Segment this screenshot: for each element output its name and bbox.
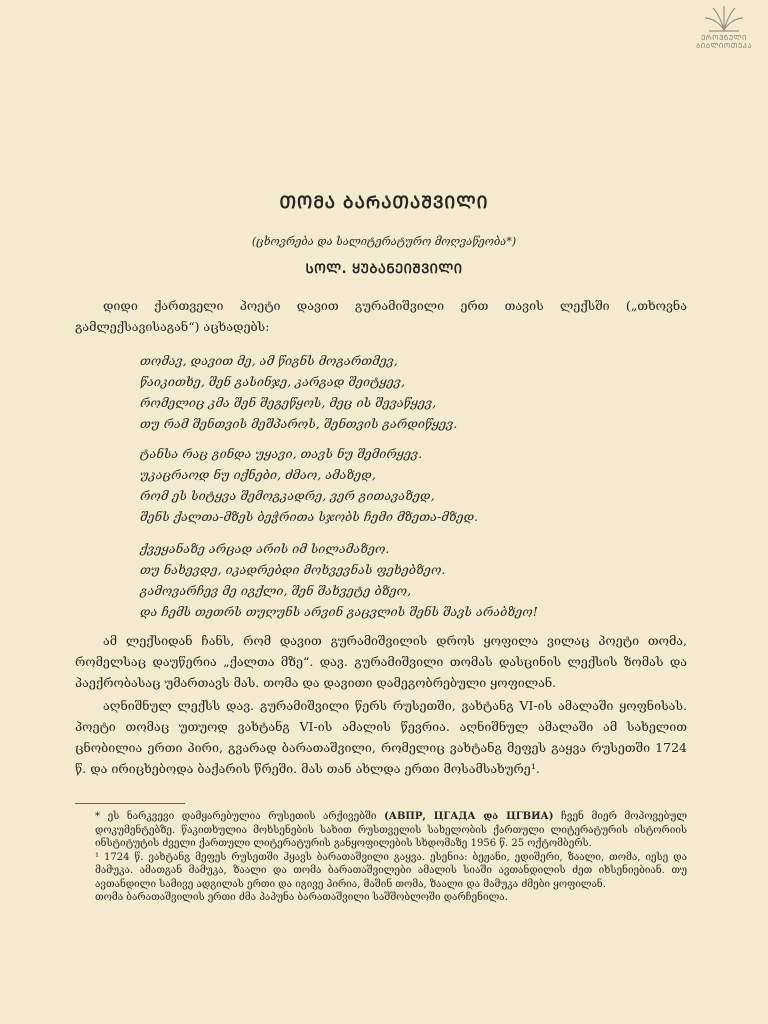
article-title: ᲗᲝᲛᲐ ᲑᲐᲠᲐᲗᲐᲨᲕᲘᲚᲘ [279, 193, 489, 213]
footnote-1: ¹ 1724 წ. ვახტანგ მეფეს რუსეთში ჰყავს ბარათაშვილი გაყვა. ესენია: ბეჟანი, ედიშერი, ზაალი, თომა, იესე და მამუკა. ამათგან მამუკა, ზაალი და თომა ბარათაშვილები ამალის სიაში ავთანდილის ძეთ იხსენიებიან. თუ ავთანდილი სამივე ადგილას ერთი და იგივე პირია, მაშინ თომა, ზაალი და მამუკა ძმები ყოფილან. [95, 851, 687, 890]
footnote-star-text-b: ჩვენ მიერ მოპოვებულ დოკუმენტებზე. წაკითხულია მოხსენების სახით რუსთველის სახელობის ქართული ლიტერატურის ისტორიის ინსტიტუტის ძველი ქართული ლიტერატურის განყოფილების სხდომაზე 1956 წ. 25 ოქტომბერს. [95, 811, 687, 849]
poem-line: რომელიც კმა შენ შეგეწყოს, მეც ის შევაწყევ, [140, 395, 437, 410]
poem-stanza-2 [140, 443, 700, 527]
poem-line: უკაცრაოდ ნუ იქნები, ძმაო, ამაზედ, [140, 467, 376, 482]
poem-line: ქვეყანაზე არცად არის იმ სილამაზეო. [140, 541, 390, 556]
library-logo [684, 4, 764, 60]
archive-abbreviations: (АВПР, ЦГАДА და ЦГВИА) [384, 811, 554, 822]
article-subtitle: (ცხოვრება და სალიტერატურო მოღვაწეობა*) [251, 235, 517, 248]
footnote-star-text-a: * ეს ნარკვევი დამყარებულია რუსეთის არქივებში [95, 811, 377, 822]
poem-line: თომავ, დავით მე, ამ წიგნს მოგართმევ, [140, 353, 398, 368]
intro-paragraph [75, 295, 687, 337]
poem-line: ტანსა რაც გინდა უყავი, თავს ნუ შემირყევ. [140, 446, 423, 461]
poem-line: და ჩემს თეთრს თუღუნს არვინ გაცვლის შენს შავს არაბზეო! [140, 604, 538, 619]
poem-line: შენს ქალთა-მზეს ბეჭრითა სჯობს ჩემი მზეთა-მზედ. [140, 509, 479, 524]
body-paragraph-2 [75, 630, 687, 693]
footnote-2: თომა ბარათაშვილის ერთი ძმა პაპუნა ბარათაშვილი საშშობლოში დარჩენილა. [95, 892, 508, 903]
logo-line-1: ᲔᲠᲝᲕᲜᲣᲚᲘ [701, 34, 747, 42]
body-paragraph-3 [75, 695, 687, 779]
poem-line: წაიკითხე, შენ გასინჯე, კარგად შეიტყევ, [140, 374, 405, 389]
book-leaf-icon [701, 4, 747, 34]
paragraph-text: ამ ლექსიდან ჩანს, რომ დავით გურამიშვილის დროს ყოფილა ვილაც პოეტი თომა, რომელსაც დაუწერია „ქალთა მზე“. დავ. გურამიშვილი თომას დასცინის ლექსის ზომას და პაექრობასაც უმართავს მას. თომა და დავითი დამეგობრებული ყოფილან. [75, 633, 687, 690]
poem-line: რომ ეს სიტყვა შემოგკადრე, ვერ გითავაზედ, [140, 488, 435, 503]
logo-line-2: ᲑᲘᲑᲚᲘᲝᲗᲔᲙᲐ [695, 42, 753, 50]
poem-line: გამოვარჩევ მე იგქლი, შენ შახვეტე ბზეო, [140, 583, 412, 598]
article-author: ᲡᲝᲚ. ᲧᲣᲑᲐᲜᲔᲘᲨᲕᲘᲚᲘ [305, 262, 463, 277]
poem-stanza-3 [140, 538, 700, 622]
footnotes [75, 810, 687, 905]
footnote-divider [75, 803, 185, 804]
footnote-star [75, 810, 687, 851]
paragraph-text: აღნიშნულ ლექსს დავ. გურამიშვილი წერს რუსეთში, ვახტანგ VI-ის ამალაში ყოფნისას. პოეტი თომაც უთუოდ ვახტანგ VI-ის ამალის წევრია. აღნიშნულ ამალაში ამ სახელით ცნობილია ერთი პირი, გვარად ბარათაშვილი, რომელიც ვახტანგ მეფეს გაყვა რუსეთში 1724 წ. და ირიცხებოდა ბაქარის წრეში. მას თან ახლდა ერთი მოსამსახურე¹. [75, 698, 687, 776]
poem-line: თუ ნახევდე, იკადრებდი მოხვევნას ფეხებზეო. [140, 562, 446, 577]
intro-text: დიდი ქართველი პოეტი დავით გურამიშვილი ერთ თავის ლექსში („თხოვნა გამლექსავისაგან“) აცხადებს: [75, 298, 687, 334]
poem-line: თუ რამ შენთვის მეშპაროს, შენთვის გარდიწყევ. [140, 416, 458, 431]
poem-stanza-1 [140, 350, 700, 434]
